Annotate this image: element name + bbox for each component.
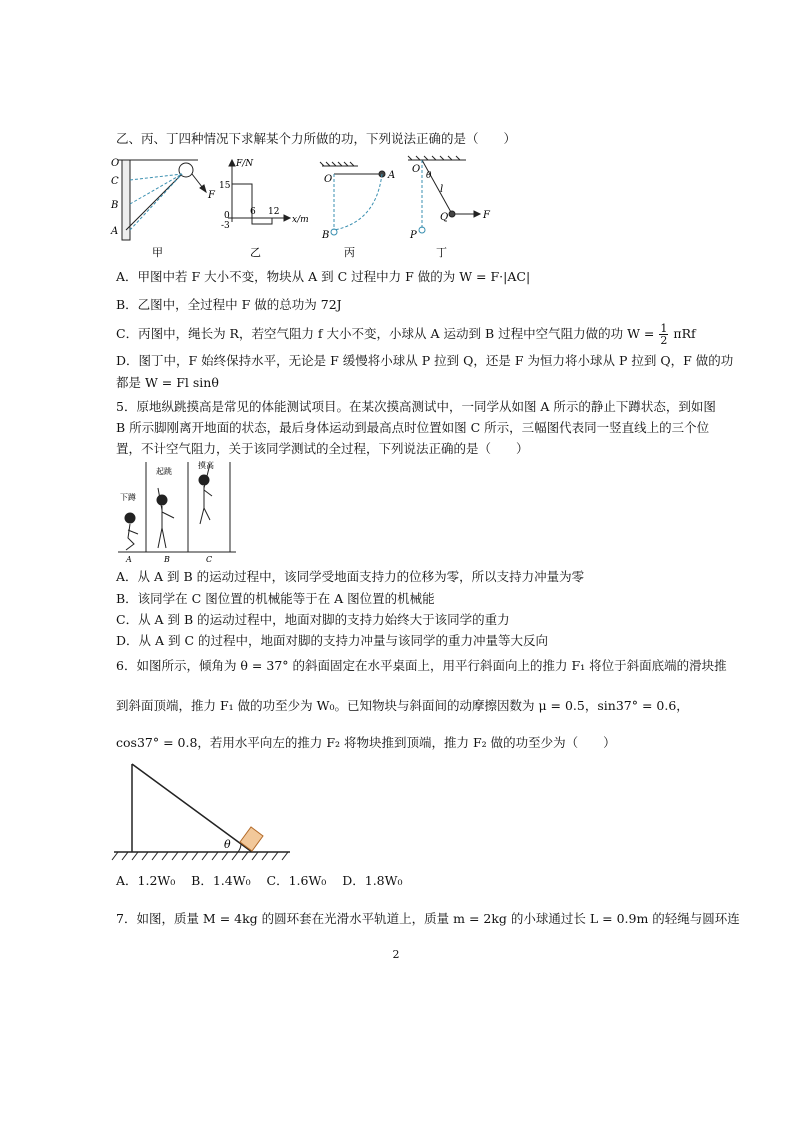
ding-caption: 丁 — [436, 246, 447, 259]
q6-stem-line2: 到斜面顶端，推力 F₁ 做的功至少为 W₀。已知物块与斜面间的动摩擦因数为 μ = 0.5，sin37° = 0.6， — [116, 698, 689, 713]
ding-label-F: F — [483, 210, 490, 221]
q5-option-d: D．从 A 到 C 的过程中，地面对脚的支持力冲量与该同学的重力冲量等大反向 — [116, 633, 549, 648]
ding-label-Q: Q — [440, 212, 449, 223]
page-number: 2 — [392, 948, 400, 961]
ding-label-P: P — [410, 230, 417, 241]
jia-label-B: B — [111, 200, 119, 211]
q5-label-squat: 下蹲 — [120, 493, 136, 502]
q4-option-c-tail: πRf — [673, 326, 696, 341]
q6-theta-label: θ — [224, 838, 231, 851]
bing-label-B: B — [322, 230, 330, 241]
figure-bing — [320, 162, 385, 235]
q5-stem-line3: 置，不计空气阻力，关于该同学测试的全过程，下列说法正确的是（ ） — [116, 441, 529, 456]
figure-jia — [118, 160, 206, 240]
q5-option-a: A．从 A 到 B 的运动过程中，该同学受地面支持力的位移为零，所以支持力冲量为零 — [116, 569, 585, 584]
jia-caption: 甲 — [152, 246, 163, 259]
q5-option-c: C．从 A 到 B 的运动过程中，地面对脚的支持力始终大于该同学的重力 — [116, 612, 510, 627]
q6-stem-line1: 6．如图所示，倾角为 θ = 37° 的斜面固定在水平桌面上，用平行斜面向上的推力 F₁ 将位于斜面底端的滑块推 — [116, 658, 727, 673]
q5-figure — [112, 458, 242, 566]
q5-label-A: A — [126, 555, 132, 564]
q5-label-touch: 摸高 — [198, 461, 214, 470]
fraction-numerator: 1 — [660, 322, 668, 335]
q4-option-b: B．乙图中，全过程中 F 做的总功为 72J — [116, 297, 342, 312]
q6-option-a: A．1.2W₀ — [116, 873, 176, 888]
sliding-block — [240, 827, 263, 851]
yi-xlabel: x/m — [292, 215, 309, 225]
q6-incline-figure — [110, 756, 310, 864]
figure-yi — [228, 160, 290, 224]
yi-tick-neg3: -3 — [221, 221, 230, 231]
q4-option-c-fraction — [659, 323, 668, 346]
bing-caption: 丙 — [344, 246, 355, 259]
bing-label-A: A — [388, 170, 396, 181]
q6-option-d: D．1.8W₀ — [342, 873, 403, 888]
jia-label-O: O — [111, 158, 120, 169]
ding-label-O: O — [412, 164, 421, 175]
q4-option-a: A．甲图中若 F 大小不变，物块从 A 到 C 过程中力 F 做的为 W = F·|AC| — [116, 269, 531, 284]
yi-caption: 乙 — [250, 246, 261, 259]
yi-tick-6: 6 — [250, 207, 256, 217]
q6-option-c: C．1.6W₀ — [266, 873, 327, 888]
q5-stem-line1: 5．原地纵跳摸高是常见的体能测试项目。在某次摸高测试中，一同学从如图 A 所示的静止下蹲状态，到如图 — [116, 399, 716, 414]
q6-options — [116, 872, 403, 890]
q5-stem-line2: B 所示脚刚离开地面的状态，最后身体运动到最高点时位置如图 C 所示，三幅图代表同一竖直线上的三个位 — [116, 420, 710, 435]
ding-label-l: l — [440, 184, 444, 195]
jia-label-F: F — [208, 190, 215, 201]
bing-label-O: O — [324, 174, 333, 185]
q6-stem-line3: cos37° = 0.8，若用水平向左的推力 F₂ 将物块推到顶端，推力 F₂ 做的功至少为（ ） — [116, 735, 616, 750]
q6-option-b: B．1.4W₀ — [191, 873, 251, 888]
jia-label-A: A — [111, 226, 119, 237]
q5-label-jump: 起跳 — [156, 467, 172, 476]
q5-label-B: B — [164, 555, 170, 564]
q4-stem: 乙、丙、丁四种情况下求解某个力所做的功，下列说法正确的是（ ） — [116, 131, 517, 146]
q4-option-d-line2: 都是 W = Fl sinθ — [116, 375, 219, 390]
q4-option-c-text: C．丙图中，绳长为 R，若空气阻力 f 大小不变，小球从 A 运动到 B 过程中空气阻力做的功 W = — [116, 326, 655, 341]
q4-option-d-line1: D．图丁中，F 始终保持水平，无论是 F 缓慢将小球从 P 拉到 Q，还是 F 为恒力将小球从 P 拉到 Q，F 做的功 — [116, 353, 734, 368]
q4-figures — [108, 152, 508, 262]
q4-option-c — [116, 323, 696, 346]
jia-label-C: C — [111, 176, 119, 187]
fraction-denominator: 2 — [660, 334, 668, 347]
ding-label-theta: θ — [426, 171, 432, 181]
yi-ylabel: F/N — [236, 159, 254, 169]
yi-tick-12: 12 — [268, 207, 280, 217]
yi-tick-0: 0 — [224, 211, 230, 221]
q5-option-b: B．该同学在 C 图位置的机械能等于在 A 图位置的机械能 — [116, 591, 435, 606]
yi-tick-15: 15 — [219, 181, 231, 191]
q7-stem-line1: 7．如图，质量 M = 4kg 的圆环套在光滑水平轨道上，质量 m = 2kg 的小球通过长 L = 0.9m 的轻绳与圆环连 — [116, 911, 740, 926]
q5-label-C: C — [206, 555, 213, 564]
